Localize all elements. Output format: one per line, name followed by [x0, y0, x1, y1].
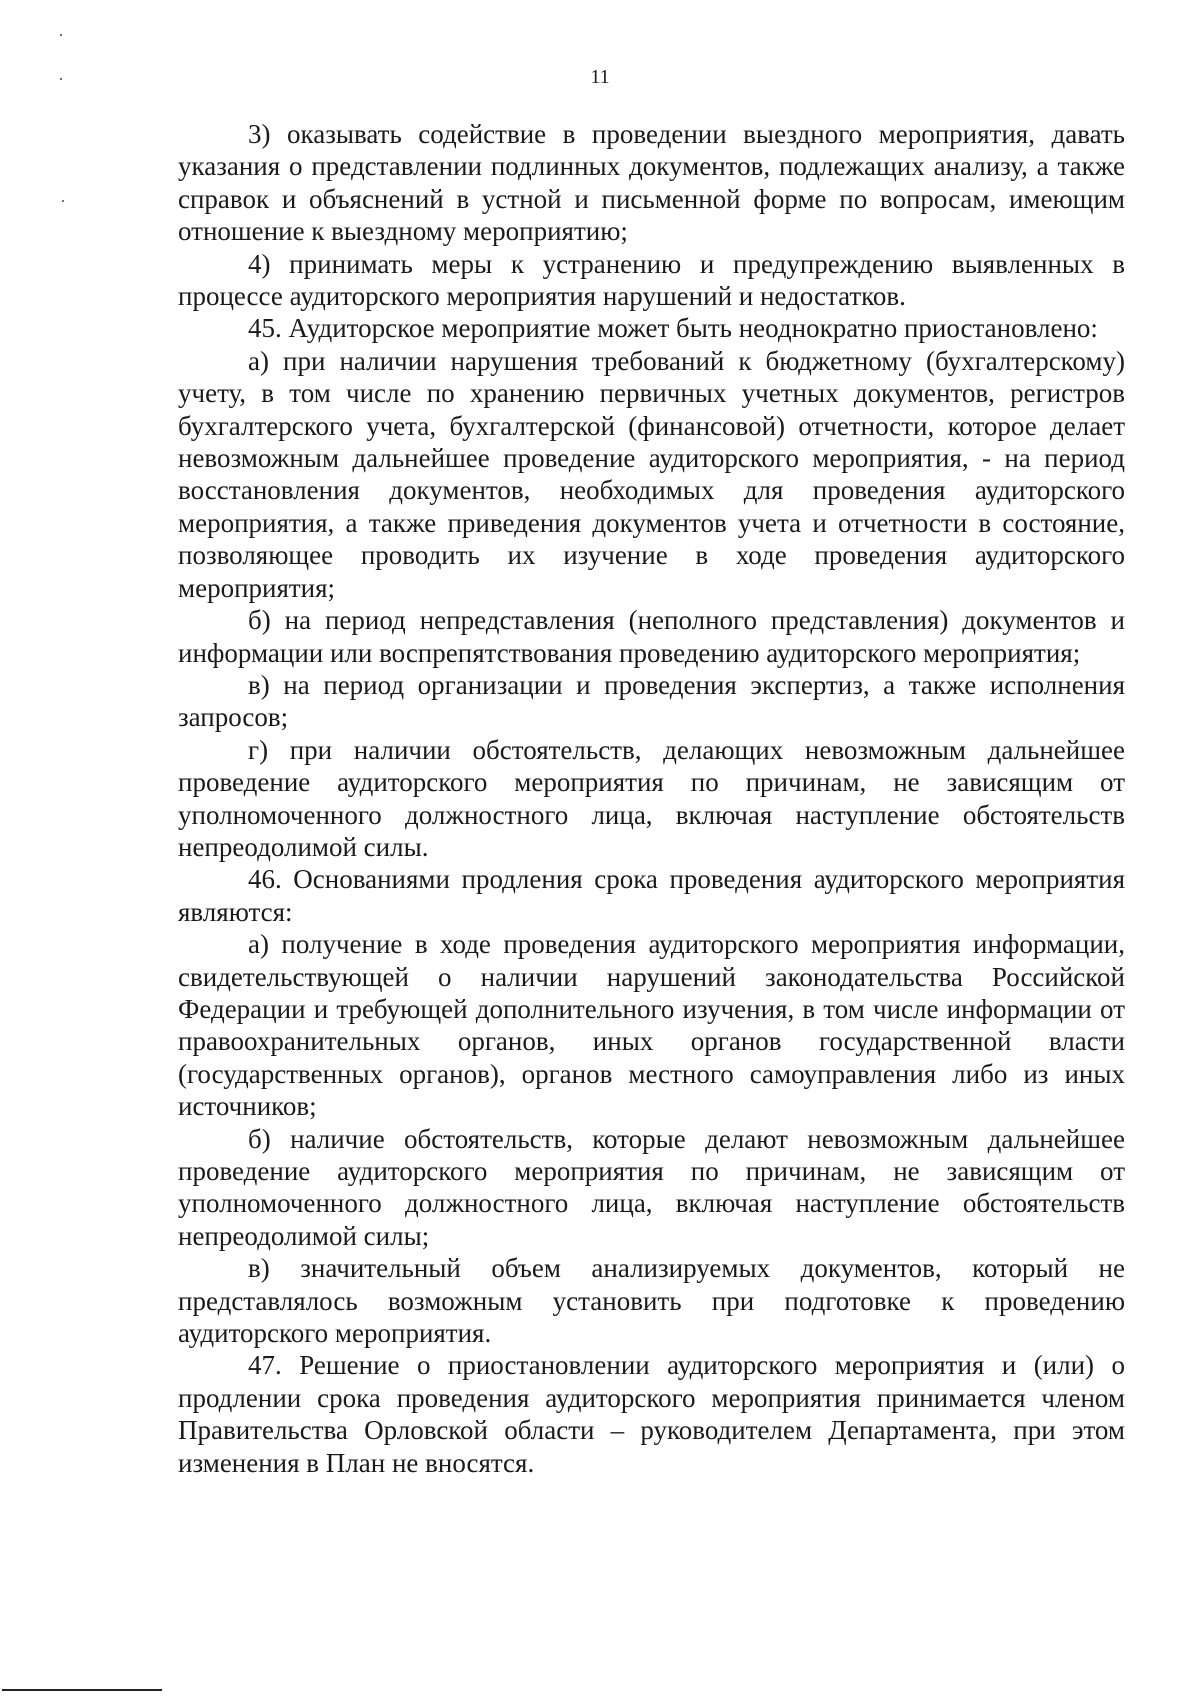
paragraph-47: 47. Решение о приостановлении аудиторского мероприятия и (или) о продлении срока проведения аудиторского мероприятия принимается членом Правительства Орловской области – руководителем Департамента, при этом изменения в План не вносятся.: [178, 1350, 1125, 1478]
page-number: 11: [590, 66, 610, 88]
paragraph-46-item-v: в) значительный объем анализируемых документов, который не представлялось возможным установить при подготовке к проведению аудиторского мероприятия.: [178, 1253, 1125, 1349]
paragraph-45-item-g: г) при наличии обстоятельств, делающих невозможным дальнейшее проведение аудиторского мероприятия по причинам, не зависящим от уполномоченного должностного лица, включая наступление обстоятельств непреодолимой силы.: [178, 734, 1125, 862]
footnote-separator: [2, 1689, 162, 1691]
paragraph-46-item-b: б) наличие обстоятельств, которые делают невозможным дальнейшее проведение аудиторского мероприятия по причинам, не зависящим от уполномоченного должностного лица, включая наступление обстоятельств непреодолимой силы;: [178, 1123, 1125, 1251]
paragraph-45-item-a: а) при наличии нарушения требований к бюджетному (бухгалтерскому) учету, в том числе по хранению первичных учетных документов, регистров бухгалтерского учета, бухгалтерской (финансовой) отчетности, которое делает невозможным дальнейшее проведение аудиторского мероприятия, - на период восстановления документов, необходимых для проведения аудиторского мероприятия, а также приведения документов учета и отчетности в состояние, позволяющее проводить их изучение в ходе проведения аудиторского мероприятия;: [178, 345, 1125, 603]
paragraph-44-item-4: 4) принимать меры к устранению и предупреждению выявленных в процессе аудиторского мероприятия нарушений и недостатков.: [178, 248, 1125, 312]
paragraph-46-item-a: а) получение в ходе проведения аудиторского мероприятия информации, свидетельствующей о наличии нарушений законодательства Российской Федерации и требующей дополнительного изучения, в том числе информации от правоохранительных органов, иных органов государственной власти (государственных органов), органов местного самоуправления либо из иных источников;: [178, 929, 1125, 1122]
scan-speck: [62, 200, 64, 202]
paragraph-45-item-b: б) на период непредставления (неполного представления) документов и информации или воспрепятствования проведению аудиторского мероприятия;: [178, 605, 1125, 668]
paragraph-45-item-v: в) на период организации и проведения экспертиз, а также исполнения запросов;: [178, 669, 1125, 733]
document-body: [178, 118, 1125, 1479]
paragraph-44-item-3: 3) оказывать содействие в проведении выездного мероприятия, давать указания о представлении подлинных документов, подлежащих анализу, а также справок и объяснений в устной и письменной форме по вопросам, имеющим отношение к выездному мероприятию;: [178, 119, 1125, 247]
paragraph-46-intro: 46. Основаниями продления срока проведения аудиторского мероприятия являются:: [178, 864, 1125, 927]
paragraph-45-intro: 45. Аудиторское мероприятие может быть неоднократно приостановлено:: [248, 313, 1098, 344]
scan-speck: [60, 34, 62, 36]
